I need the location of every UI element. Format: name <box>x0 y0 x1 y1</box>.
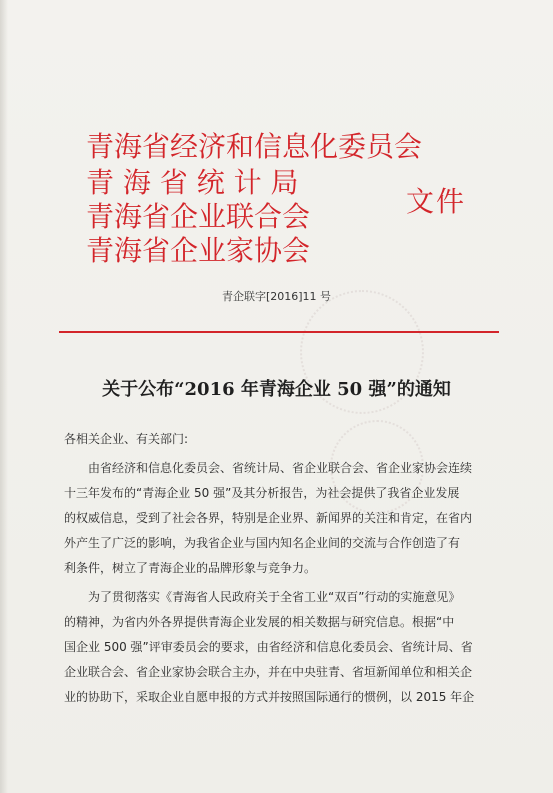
issuer-line-2-text: 青 海 省 统 计 局 <box>86 166 299 199</box>
notice-title: 关于公布“2016 年青海企业 50 强”的通知 <box>102 379 451 400</box>
body-line: 的权威信息，受到了社会各界，特别是企业界、新闻界的关注和肯定，在省内 <box>64 511 473 525</box>
red-separator-line <box>59 331 499 333</box>
document-number: 青企联字[2016]11 号 <box>221 290 332 303</box>
issuer-line-4-text: 青海省企业家协会 <box>86 234 311 267</box>
body-line: 由省经济和信息化委员会、省统计局、省企业联合会、省企业家协会连续 <box>88 461 473 475</box>
document-label: 文件 <box>406 185 467 218</box>
body-line: 企业联合会、省企业家协会联合主办，并在中央驻青、省垣新闻单位和相关企 <box>64 665 473 679</box>
issuer-line-3 <box>86 200 399 234</box>
issuer-line-3-text: 青海省企业联合会 <box>86 200 311 233</box>
body-line: 为了贯彻落实《青海省人民政府关于全省工业“双百”行动的实施意见》 <box>88 590 461 604</box>
body-line: 业的协助下，采取企业自愿申报的方式并按照国际通行的惯例，以 2015 年企 <box>64 690 475 704</box>
body-line: 十三年发布的“青海企业 50 强”及其分析报告，为社会提供了我省企业发展 <box>64 486 460 500</box>
body-line: 利条件，树立了青海企业的品牌形象与竞争力。 <box>64 561 317 575</box>
body-line: 的精神，为省内外各界提供青海企业发展的相关数据与研究信息。根据“中 <box>64 615 455 629</box>
body-line: 国企业 500 强”评审委员会的要求，由省经济和信息化委员会、省统计局、省 <box>64 640 473 654</box>
salutation: 各相关企业、有关部门: <box>64 432 189 446</box>
issuer-line-1: 青海省经济和信息化委员会 <box>86 130 423 163</box>
issuer-line-2 <box>86 166 399 200</box>
issuer-line-4 <box>86 234 399 268</box>
body-line: 外产生了广泛的影响，为我省企业与国内知名企业间的交流与合作创造了有 <box>64 536 461 550</box>
